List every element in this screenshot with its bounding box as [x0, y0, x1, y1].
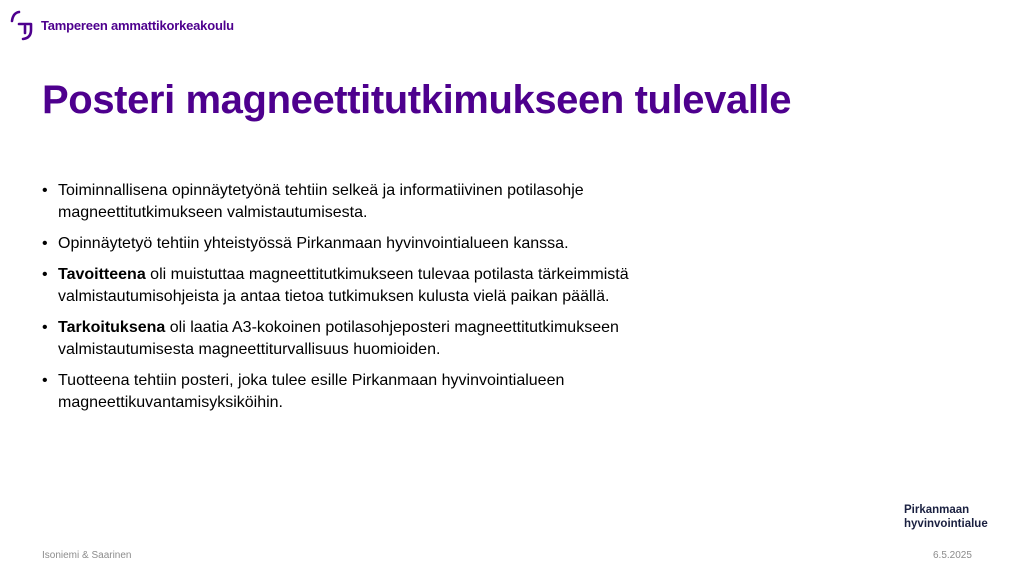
- bullet-text: Toiminnallisena opinnäytetyönä tehtiin selkeä ja informatiivinen potilasohje magneettitutkimukseen valmistautumisesta.: [58, 182, 584, 221]
- bullet-item: [42, 317, 742, 361]
- bullet-text: Tuotteena tehtiin posteri, joka tulee esille Pirkanmaan hyvinvointialueen magneettikuvantamisyksiköihin.: [58, 372, 565, 411]
- logo-text: Tampereen ammattikorkeakoulu: [41, 18, 234, 33]
- bullet-item: [42, 233, 742, 255]
- partner-logo-line2: hyvinvointialue: [904, 518, 988, 530]
- bullet-list: [42, 180, 742, 423]
- bullet-bold: Tarkoituksena: [58, 319, 166, 336]
- bullet-item: [42, 264, 742, 308]
- bullet-item: [42, 370, 742, 414]
- tamk-bracket-logo-icon: [10, 9, 36, 41]
- header-logo: [10, 9, 234, 41]
- bullet-text: oli laatia A3-kokoinen potilasohjeposteri magneettitutkimukseen valmistautumisesta magneettiturvallisuus huomioiden.: [58, 319, 619, 358]
- footer-authors: Isoniemi & Saarinen: [42, 550, 132, 561]
- bullet-bold: Tavoitteena: [58, 266, 146, 283]
- footer-date: 6.5.2025: [933, 550, 972, 561]
- bullet-item: [42, 180, 742, 224]
- bullet-text: oli muistuttaa magneettitutkimukseen tulevaa potilasta tärkeimmistä valmistautumisohjeista ja antaa tietoa tutkimuksen kulusta vielä paikan päällä.: [58, 266, 629, 305]
- slide-title: Posteri magneettitutkimukseen tulevalle: [42, 78, 792, 122]
- partner-logo-line1: Pirkanmaan: [904, 504, 970, 516]
- bullet-text: Opinnäytetyö tehtiin yhteistyössä Pirkanmaan hyvinvointialueen kanssa.: [58, 235, 569, 252]
- partner-logo: [904, 503, 988, 531]
